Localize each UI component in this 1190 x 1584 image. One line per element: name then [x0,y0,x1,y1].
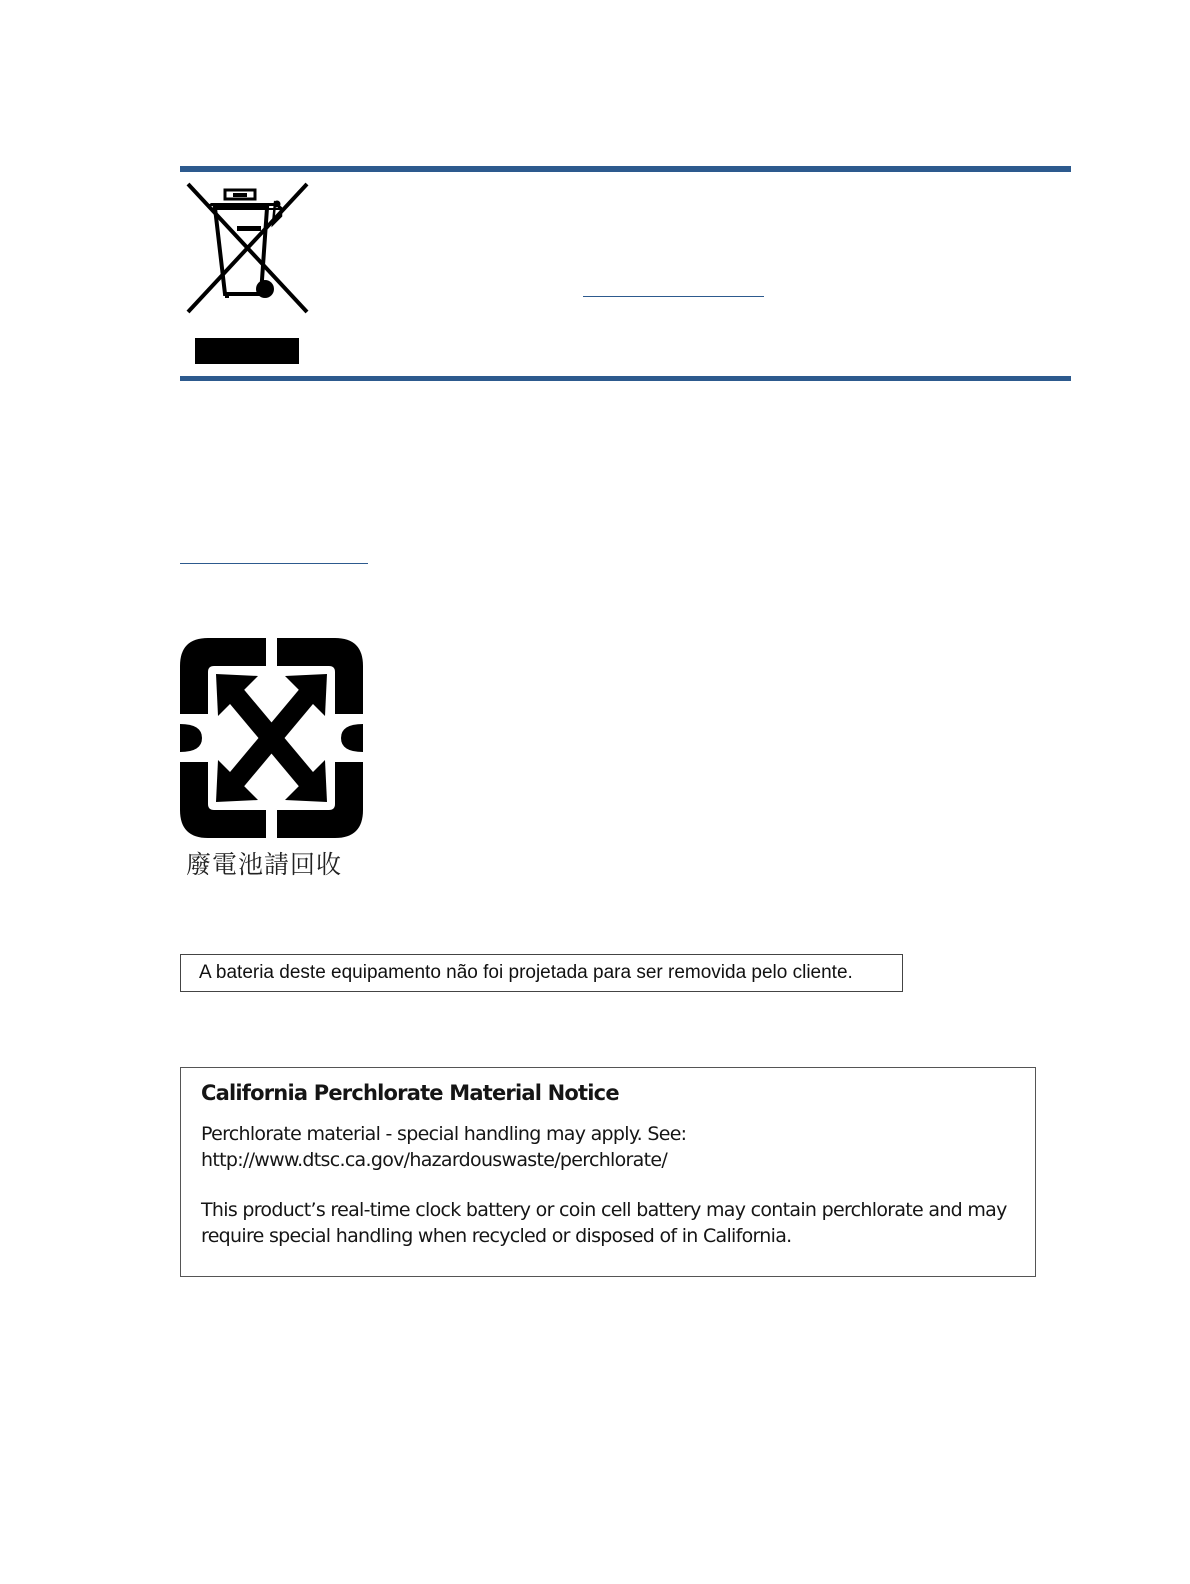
link-underline[interactable] [180,563,368,564]
brazil-battery-notice-text: A bateria deste equipamento não foi projetada para ser removida pelo cliente. [199,962,853,983]
perchlorate-notice-line: Perchlorate material - special handling may apply. See: [201,1123,687,1145]
paragraph-gap [201,1173,1015,1198]
perchlorate-notice-url[interactable]: http://www.dtsc.ca.gov/hazardouswaste/perchlorate/ [201,1148,668,1171]
taiwan-recycle-label: 廢電池請回收 [186,850,343,879]
link-underline[interactable] [583,296,764,297]
perchlorate-notice-box [180,1067,1036,1277]
taiwan-battery-recycle-icon [180,638,363,838]
perchlorate-notice-title: California Perchlorate Material Notice [201,1081,619,1105]
top-divider-rule [180,166,1071,172]
crossed-out-wheelie-bin-icon [185,180,311,366]
perchlorate-notice-line: require special handling when recycled or disposed of in California. [201,1224,792,1247]
bottom-divider-rule [180,376,1071,381]
brazil-battery-notice-box [180,954,903,992]
perchlorate-notice-line: This product’s real-time clock battery or coin cell battery may contain perchlorate and may [201,1199,1007,1221]
